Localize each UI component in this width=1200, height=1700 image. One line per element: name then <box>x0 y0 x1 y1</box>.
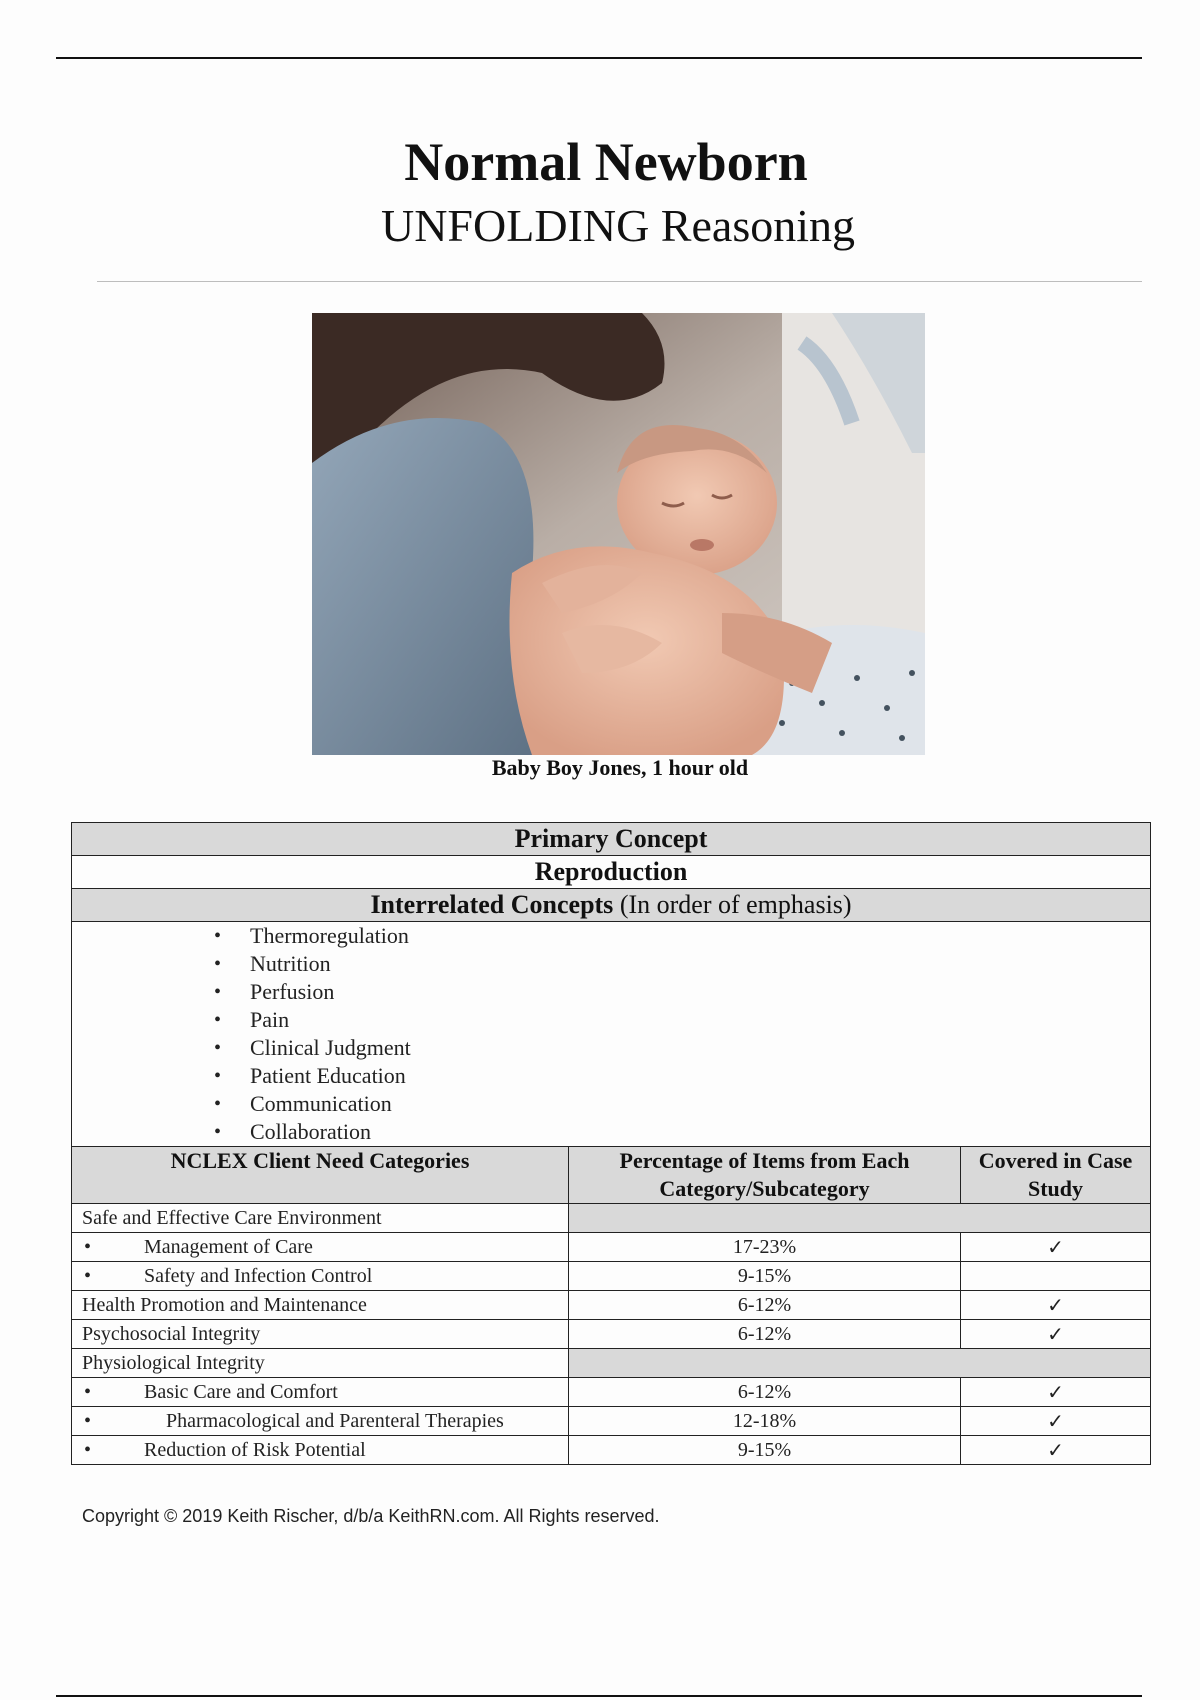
column-header-categories: NCLEX Client Need Categories <box>72 1147 569 1204</box>
list-item: • Collaboration <box>214 1118 1140 1146</box>
covered-check <box>961 1262 1151 1291</box>
list-item: • Nutrition <box>214 950 1140 978</box>
covered-check: ✓ <box>961 1320 1151 1349</box>
column-header-covered: Covered in Case Study <box>961 1147 1151 1204</box>
list-item: • Pain <box>214 1006 1140 1034</box>
table-row <box>72 1291 1151 1320</box>
category-label: Physiological Integrity <box>72 1349 569 1378</box>
percentage-cell: 17-23% <box>569 1233 961 1262</box>
subcategory-label: • Basic Care and Comfort <box>72 1378 569 1407</box>
list-item: • Communication <box>214 1090 1140 1118</box>
interrelated-concepts-list-cell <box>72 922 1151 1147</box>
list-item: • Patient Education <box>214 1062 1140 1090</box>
newborn-photo <box>312 313 925 755</box>
covered-check: ✓ <box>961 1233 1151 1262</box>
newborn-photo-illustration <box>312 313 925 755</box>
covered-check: ✓ <box>961 1378 1151 1407</box>
primary-concept-value: Reproduction <box>72 856 1151 889</box>
covered-check: ✓ <box>961 1407 1151 1436</box>
percentage-cell: 6-12% <box>569 1291 961 1320</box>
percentage-cell: 6-12% <box>569 1378 961 1407</box>
photo-caption: Baby Boy Jones, 1 hour old <box>491 755 749 780</box>
category-band <box>569 1204 1151 1233</box>
subcategory-label: • Reduction of Risk Potential <box>72 1436 569 1465</box>
category-label: Safe and Effective Care Environment <box>72 1204 569 1233</box>
title-divider <box>97 281 1142 282</box>
percentage-cell: 12-18% <box>569 1407 961 1436</box>
table-row <box>72 1233 1151 1262</box>
column-header-percentage: Percentage of Items from Each Category/Subcategory <box>569 1147 961 1204</box>
table-row <box>72 1378 1151 1407</box>
table-row <box>72 1320 1151 1349</box>
subcategory-label: • Management of Care <box>72 1233 569 1262</box>
subcategory-label: • Pharmacological and Parenteral Therapies <box>72 1407 569 1436</box>
copyright-notice: Copyright © 2019 Keith Rischer, d/b/a KeithRN.com. All Rights reserved. <box>82 1506 660 1526</box>
top-rule <box>56 57 1142 59</box>
interrelated-concepts-heading: Interrelated Concepts (In order of emphasis) <box>72 889 1151 922</box>
interrelated-concepts-list <box>82 922 1140 1146</box>
subcategory-label: • Safety and Infection Control <box>72 1262 569 1291</box>
percentage-cell: 9-15% <box>569 1262 961 1291</box>
document-subtitle: UNFOLDING Reasoning <box>380 200 855 251</box>
list-item: • Thermoregulation <box>214 922 1140 950</box>
table-row <box>72 1204 1151 1233</box>
list-item: • Clinical Judgment <box>214 1034 1140 1062</box>
table-row <box>72 1262 1151 1291</box>
table-row <box>72 1436 1151 1465</box>
table-row <box>72 1349 1151 1378</box>
covered-check: ✓ <box>961 1291 1151 1320</box>
bottom-rule <box>56 1695 1142 1697</box>
category-label: Psychosocial Integrity <box>72 1320 569 1349</box>
covered-check: ✓ <box>961 1436 1151 1465</box>
document-title: Normal Newborn <box>404 132 808 192</box>
percentage-cell: 9-15% <box>569 1436 961 1465</box>
table-row <box>72 1407 1151 1436</box>
category-label: Health Promotion and Maintenance <box>72 1291 569 1320</box>
primary-concept-heading: Primary Concept <box>72 823 1151 856</box>
percentage-cell: 6-12% <box>569 1320 961 1349</box>
category-band <box>569 1349 1151 1378</box>
list-item: • Perfusion <box>214 978 1140 1006</box>
concepts-nclex-table <box>71 822 1151 1465</box>
